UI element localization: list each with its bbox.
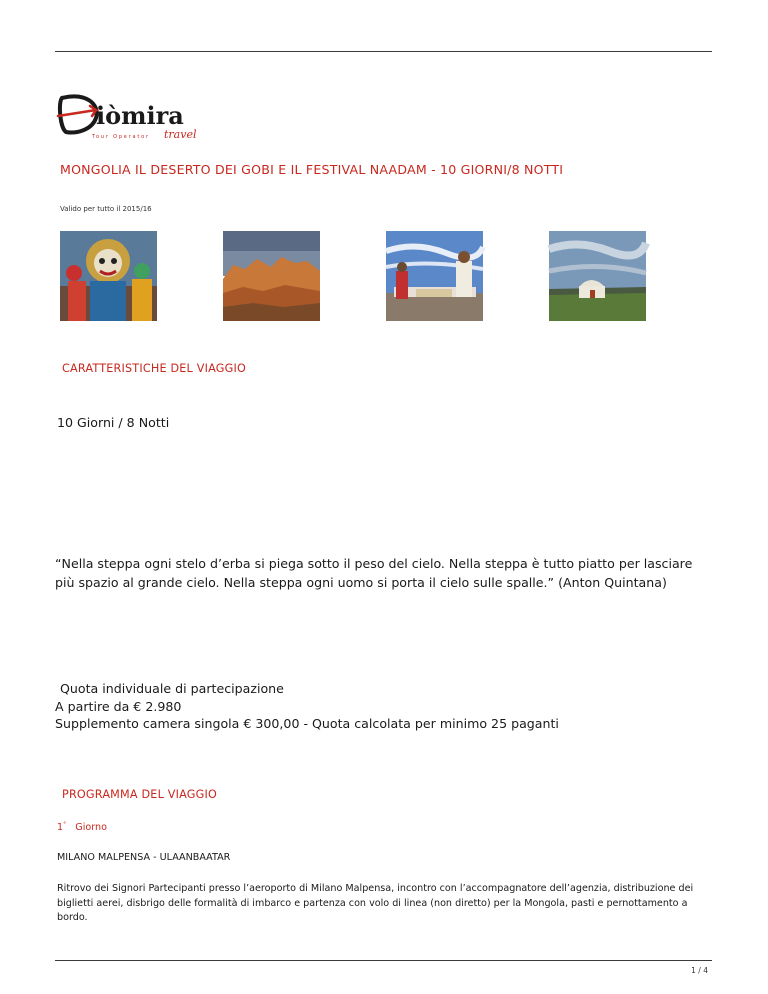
day-number: 1 [57, 822, 64, 833]
single-room-supplement: Supplemento camera singola € 300,00 - Quota calcolata per minimo 25 paganti [55, 716, 559, 731]
section-features-heading: CARATTERISTICHE DEL VIAGGIO [62, 362, 246, 375]
diomira-logo [56, 88, 197, 141]
day-route: MILANO MALPENSA - ULAANBAATAR [57, 852, 231, 863]
trip-title: MONGOLIA IL DESERTO DEI GOBI E IL FESTIVAL NAADAM - 10 GIORNI/8 NOTTI [60, 162, 564, 177]
footer-rule [55, 960, 712, 961]
day-description: Ritrovo dei Signori Partecipanti presso l’aeroporto di Milano Malpensa, incontro con l’accompagnatore dell’agenzia, distribuzione dei biglietti aerei, disbrigo delle formalità di imbarco e partenza con volo di linea (non diretto) per la Mongola, pasti e pernottamento a bordo. [57, 883, 694, 923]
svg-text:iòmira: iòmira [96, 101, 184, 130]
day-degree: ° [63, 821, 67, 828]
desert-rocks-photo [223, 231, 320, 321]
svg-text:Tour Operator: Tour Operator [92, 134, 150, 140]
svg-text:travel: travel [164, 128, 197, 141]
section-program-heading: PROGRAMMA DEL VIAGGIO [62, 788, 218, 801]
validity-note: Valido per tutto il 2015/16 [60, 205, 152, 213]
day-label: Giorno [75, 822, 107, 833]
market-people-photo [386, 231, 483, 321]
price-heading: Quota individuale di partecipazione [60, 681, 284, 696]
trip-duration: 10 Giorni / 8 Notti [57, 415, 170, 430]
price-block [55, 680, 559, 733]
yurt-steppe-photo [549, 231, 646, 321]
trip-quote: “Nella steppa ogni stelo d’erba si piega sotto il peso del cielo. Nella steppa è tutto piatto per lasciare più spazio al grande cielo. Nella steppa ogni uomo si porta il cielo sulle spalle.” (Anton Quintana) [55, 556, 693, 590]
day-heading [57, 822, 107, 833]
page-number: 1 / 4 [691, 966, 708, 975]
header-rule [55, 51, 712, 52]
festival-mask-photo [60, 231, 157, 321]
price-from: A partire da € 2.980 [55, 698, 182, 714]
